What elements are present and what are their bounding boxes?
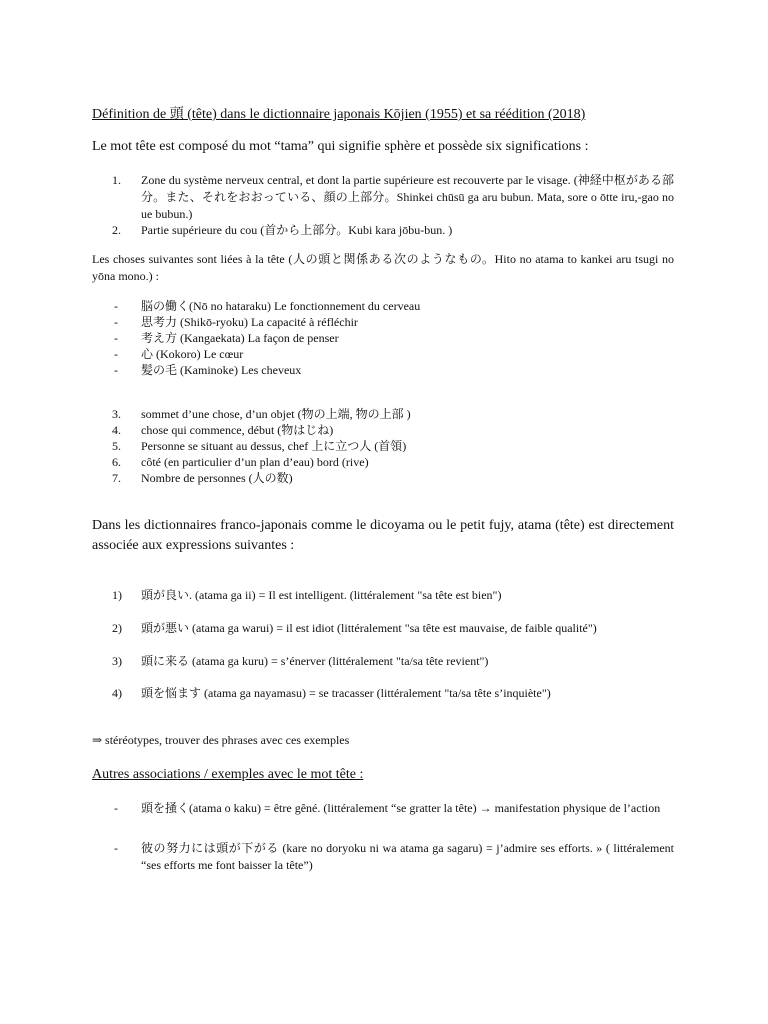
definitions-list-first: 1. Zone du système nerveux central, et dont la partie supérieure est recouverte par le visage. (神経中枢がある部分。また、それをおおっている、顔の上部分。Shinkei chūsū ga aru bubun. Mata, sore o ōtte iru,-gao no ue bubun.) 2. Partie supérieure du cou (首から上部分。Kubi kara jōbu-bun. ) [112, 173, 674, 237]
note-line: ⇒ stéréotypes, trouver des phrases avec ces exemples [92, 733, 350, 747]
intro-paragraph: Le mot tête est composé du mot “tama” qui signifie sphère et possède six significations : [92, 139, 589, 154]
dico-paragraph: Dans les dictionnaires franco-japonais comme le dicoyama ou le petit fujy, atama (tête) est directement associée aux expressions suivantes : [92, 518, 674, 553]
other-associations-title: Autres associations / exemples avec le mot tête : [92, 767, 364, 782]
other-associations-list: - 頭を掻く(atama o kaku) = être gêné. (littéralement “se gratter la tête) → manifestation physique de l’action - 彼の努力には頭が下がる (kare no doryoku ni wa atama ga sagaru) = j’admire ses efforts. » ( littéralement “ses efforts me font baisser la tête”) [114, 801, 674, 872]
related-list: - 脳の働く(Nō no hataraku) Le fonctionnement du cerveau - 思考力 (Shikō-ryoku) La capacité à réfléchir - 考え方 (Kangaekata) La façon de penser - 心 (Kokoro) Le cœur - 髪の毛 (Kaminoke) Les cheveux [114, 299, 421, 377]
related-intro: Les choses suivantes sont liées à la tête (人の頭と関係ある次のようなもの。Hito no atama to kankei aru tsugi no yōna mono.) : [92, 252, 674, 283]
document-title: Définition de 頭 (tête) dans le dictionnaire japonais Kōjien (1955) et sa réédition (2018) [92, 107, 586, 122]
expressions-list: 1) 頭が良い. (atama ga ii) = Il est intelligent. (littéralement "sa tête est bien") 2) 頭が悪い (atama ga warui) = il est idiot (littéralement "sa tête est mauvaise, de faible qualité") 3) 頭に来る (atama ga kuru) = s’énerver (littéralement "ta/sa tête revient") 4) 頭を悩ます (atama ga nayamasu) = se tracasser (littéralement "ta/sa tête s’inquiète") [112, 588, 597, 700]
definitions-list-second: 3. sommet d’une chose, d’un objet (物の上端, 物の上部 ) 4. chose qui commence, début (物はじね) 5. Personne se situant au dessus, chef 上に立つ人 (首領) 6. côté (en particulier d’un plan d’eau) bord (rive) 7. Nombre de personnes (人の数) [112, 407, 411, 485]
